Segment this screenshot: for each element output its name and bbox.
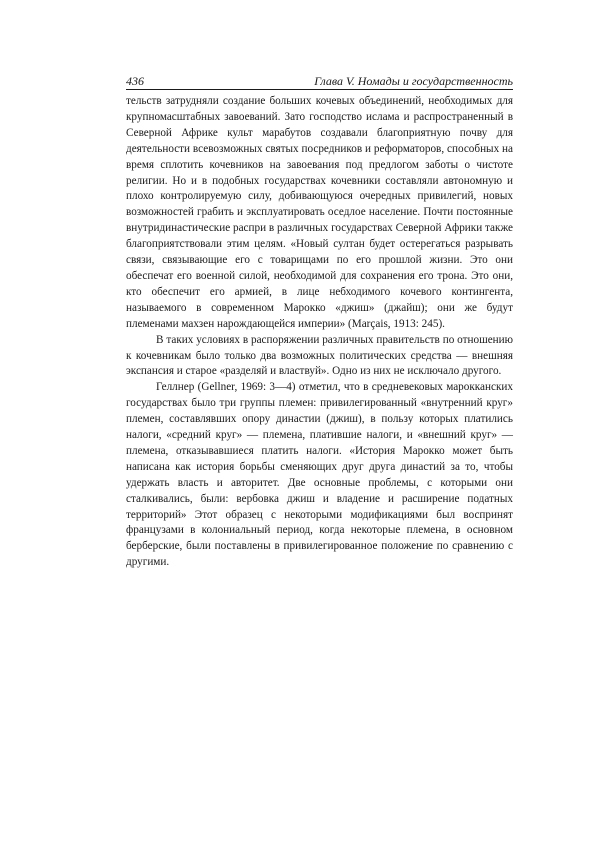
paragraph-policy: В таких условиях в распоряжении различных правительств по отношению к кочевникам было только два возможных политических средства — внешняя экспансия и старое «разделяй и властвуй». Одно из них не исключало другого. (126, 333, 513, 378)
header-rule (126, 89, 513, 90)
paragraph-continuation: тельств затрудняли создание больших кочевых объединений, необходимых для крупномасштабных завоеваний. Зато господство ислама и распространенный в Северной Африке культ марабутов создавали благоприятную почву для деятельности всевозможных святых посредников и реформаторов, способных на время сплотить кочевников на завоевания под предлогом заботы о чистоте религии. Но и в подобных государствах кочевники составляли автономную и плохо контролируемую силу, добивающуюся очередных привилегий, новых возможностей грабить и эксплуатировать оседлое население. Почти постоянные внутридинастические распри в различных государствах Северной Африки также благоприятствовали этим целям. «Новый султан будет остерегаться разрывать связи, связывающие его с товарищами по его прошлой жизни. Это они обеспечат его военной силой, необходимой для сохранения его трона. Это они, кто обеспечит его армией, в лице небходимого кочевого контингента, называемого в современном Марокко «джиш» (джайш); они же будут племенами махзен нарождающейся империи» (Marçais, 1913: 245). (126, 95, 513, 330)
body-text (126, 94, 513, 571)
page-number: 436 (126, 74, 144, 88)
paragraph-gellner: Геллнер (Gellner, 1969: 3—4) отметил, что в средневековых марокканских государствах было три группы племен: привилегированный «внутренний круг» племен, составлявших опору династии (джиш), в пользу которых платились налоги, «средний круг» — племена, платившие налоги, и «внешний круг» — племена, отказывавшиеся платить налоги. «История Марокко может быть написана как история борьбы сменяющих друг друга династий за то, чтобы удержать власть и авторитет. Две основные проблемы, с которыми они сталкивались, были: вербовка джиш и владение и расширение податных территорий» Этот образец с некоторыми модификациями был воспринят французами в колониальный период, когда некоторые племена, в основном берберские, были поставлены в привилегированное положение по сравнению с другими. (126, 381, 513, 569)
page-header (126, 74, 513, 90)
running-title: Глава V. Номады и государственность (314, 74, 513, 88)
